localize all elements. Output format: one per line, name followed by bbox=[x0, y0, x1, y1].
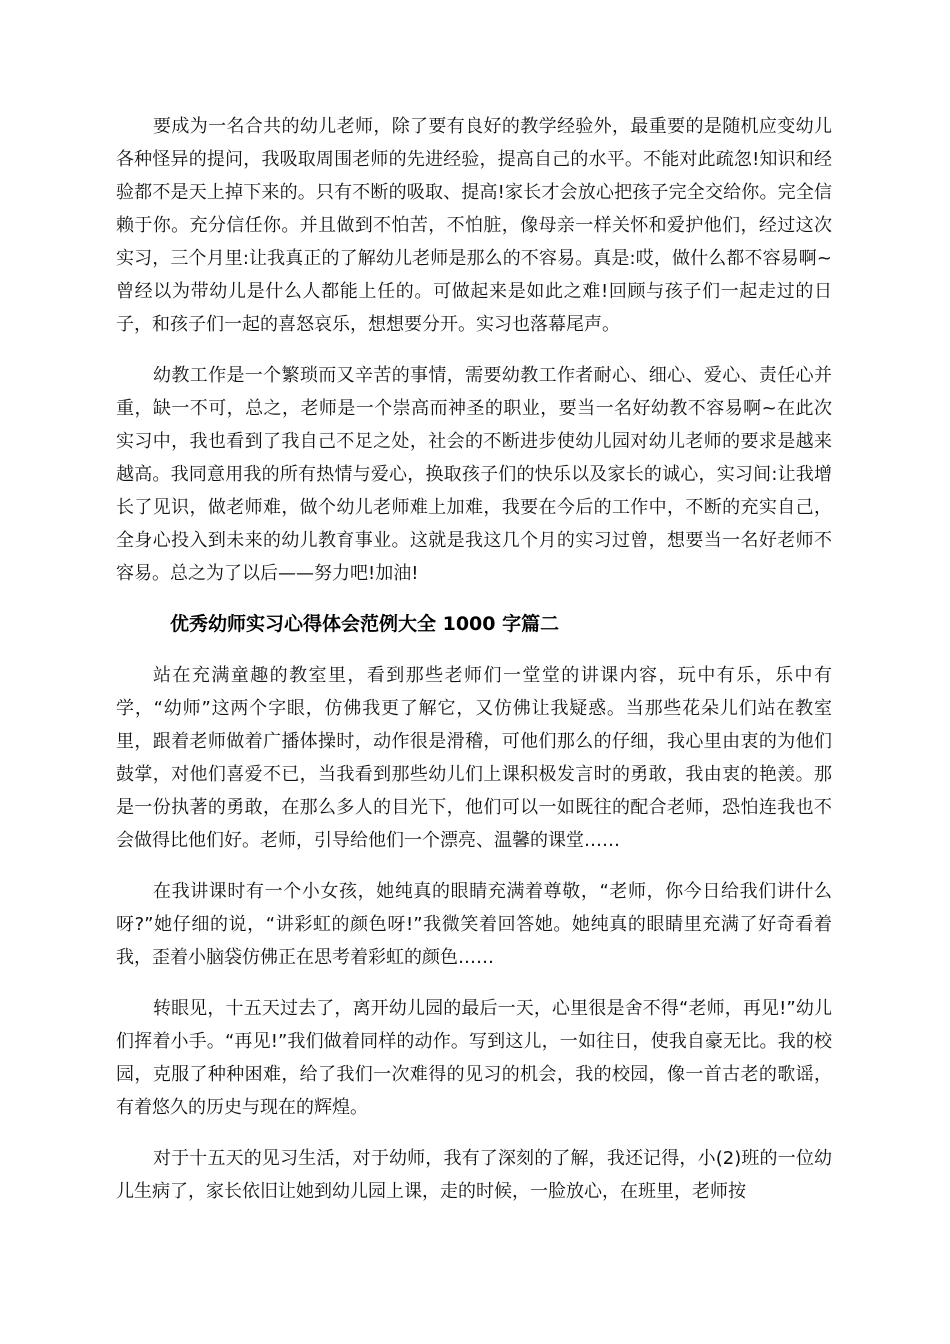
body-paragraph: 转眼见，十五天过去了，离开幼儿园的最后一天，心里很是舍不得“老师，再见!”幼儿们挥着小手。“再见!”我们做着同样的动作。写到这儿，一如往日，使我自豪无比。我的校园，克服了种种困难，给了我们一次难得的见习的机会，我的校园，像一首古老的歌谣，有着悠久的历史与现在的辉煌。 bbox=[116, 998, 832, 1118]
body-paragraph: 站在充满童趣的教室里，看到那些老师们一堂堂的讲课内容，玩中有乐，乐中有学，“幼师”这两个字眼，仿佛我更了解它，又仿佛让我疑惑。当那些花朵儿们站在教室里，跟着老师做着广播体操时，动作很是滑稽，可他们那么的仔细，我心里由衷的为他们鼓掌，对他们喜爱不已，当我看到那些幼儿们上课积极发言时的勇敢，我由衷的艳羡。那是一份执著的勇敢，在那么多人的目光下，他们可以一如既往的配合老师，恐怕连我也不会做得比他们好。老师，引导给他们一个漂亮、温馨的课堂…… bbox=[116, 665, 832, 851]
body-paragraph: 要成为一名合共的幼儿老师，除了要有良好的教学经验外，最重要的是随机应变幼儿各种怪异的提问，我吸取周围老师的先进经验，提高自己的水平。不能对此疏忽!知识和经验都不是天上掉下来的。只有不断的吸取、提高!家长才会放心把孩子完全交给你。完全信赖于你。充分信任你。并且做到不怕苦，不怕脏，像母亲一样关怀和爱护他们，经过这次实习，三个月里:让我真正的了解幼儿老师是那么的不容易。真是:哎，做什么都不容易啊~曾经以为带幼儿是什么人都能上任的。可做起来是如此之难!回顾与孩子们一起走过的日子，和孩子们一起的喜怒哀乐，想想要分开。实习也落幕尾声。 bbox=[116, 116, 832, 335]
body-paragraph: 对于十五天的见习生活，对于幼师，我有了深刻的了解，我还记得，小(2)班的一位幼儿生病了，家长依旧让她到幼儿园上课，走的时候，一脸放心，在班里，老师按 bbox=[116, 1148, 832, 1202]
body-paragraph: 幼教工作是一个繁琐而又辛苦的事情，需要幼教工作者耐心、细心、爱心、责任心并重，缺一不可，总之，老师是一个崇高而神圣的职业，要当一名好幼教不容易啊~在此次实习中，我也看到了我自己不足之处，社会的不断进步使幼儿园对幼儿老师的要求是越来越高。我同意用我的所有热情与爱心，换取孩子们的快乐以及家长的诚心，实习间:让我增长了见识，做老师难，做个幼儿老师难上加难，我要在今后的工作中，不断的充实自己，全身心投入到未来的幼儿教育事业。这就是我这几个月的实习过曾，想要当一名好老师不容易。总之为了以后——努力吧!加油! bbox=[116, 365, 832, 584]
body-paragraph: 在我讲课时有一个小女孩，她纯真的眼睛充满着尊敬，“老师，你今日给我们讲什么呀?”她仔细的说，“讲彩虹的颜色呀!”我微笑着回答她。她纯真的眼睛里充满了好奇看着我，歪着小脑袋仿佛正在思考着彩虹的颜色…… bbox=[116, 881, 832, 968]
section-heading: 优秀幼师实习心得体会范例大全 1000 字篇二 bbox=[170, 613, 560, 635]
document-page bbox=[116, 110, 832, 1226]
